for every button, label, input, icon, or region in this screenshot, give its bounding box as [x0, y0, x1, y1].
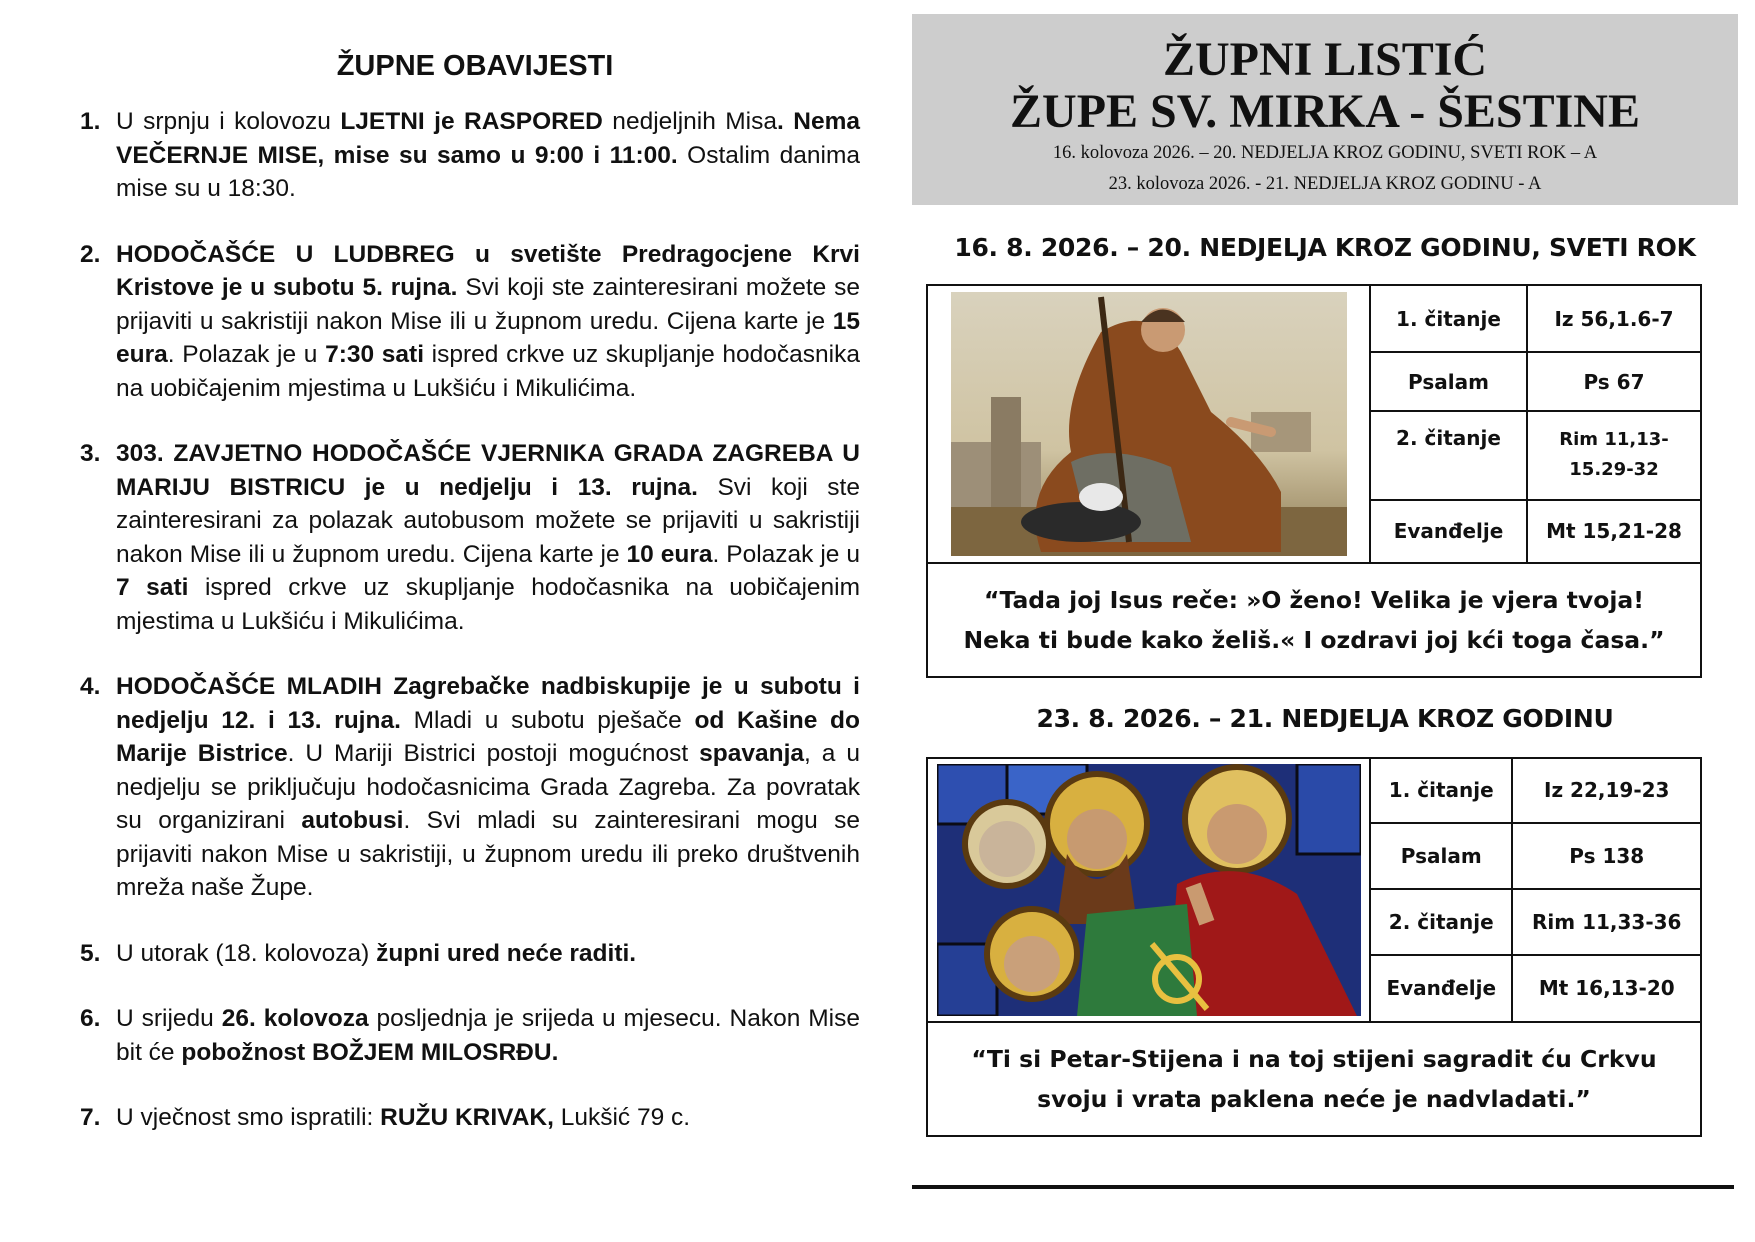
sunday2-box: [926, 757, 1702, 1137]
notice-text-run: U srpnju i kolovozu: [116, 108, 341, 135]
notice-text-bold: LJETNI je RASPORED: [340, 108, 603, 135]
saint-roch-image: [951, 292, 1347, 556]
notice-number: 5.: [80, 939, 101, 967]
reading-label: 2. čitanje: [1371, 411, 1527, 500]
banner-parish-name: ŽUPE SV. MIRKA - ŠESTINE: [1010, 85, 1640, 138]
notice-text: [116, 937, 860, 971]
notice-text-bold: pobožnost BOŽJEM MILOSRĐU.: [181, 1038, 559, 1066]
reading-reference: Rim 11,13-15.29-32: [1527, 411, 1700, 500]
banner-date-line-1: 16. kolovoza 2026. – 20. NEDJELJA KROZ GODINU, SVETI ROK – A: [1052, 143, 1598, 163]
notice-text-run: Lukšić 79 c.: [553, 1104, 691, 1131]
reading-label: 2. čitanje: [1371, 889, 1512, 955]
notice-text-bold: autobusi: [301, 807, 404, 834]
reading-label: 1. čitanje: [1371, 759, 1512, 823]
sunday2-gospel-quote: “Ti si Petar-Stijena i na toj stijeni sagradit ću Crkvu svoju i vrata paklena neće je nadvladati.”: [971, 1045, 1657, 1113]
notice-text-bold: HODOČAŠĆE U LUDBREG u svetište Predragocjene Krvi Kristove je u subotu 5. rujna.: [116, 240, 860, 301]
sunday2-heading: 23. 8. 2026. – 21. NEDJELJA KROZ GODINU: [1036, 704, 1614, 733]
notice-item: [80, 670, 860, 905]
sunday1-box: [926, 284, 1702, 678]
reading-reference: Iz 22,19-23: [1512, 759, 1700, 823]
notice-text-run: . Polazak je u: [712, 540, 860, 568]
sunday1-heading: 16. 8. 2026. – 20. NEDJELJA KROZ GODINU, SVETI ROK: [954, 233, 1696, 262]
notice-text: [116, 437, 860, 638]
reading-reference: Iz 56,1.6-7: [1527, 286, 1700, 352]
notice-text-bold: župni ured neće raditi.: [376, 939, 637, 967]
reading-reference: Mt 15,21-28: [1546, 519, 1682, 544]
notice-item: [80, 937, 860, 971]
notices-list: [80, 105, 860, 1135]
bottom-rule: [912, 1185, 1734, 1189]
reading-label: Psalam: [1371, 823, 1512, 889]
banner-date-line-2: 23. kolovoza 2026. - 21. NEDJELJA KROZ GODINU - A: [1108, 174, 1542, 194]
notices-title: ŽUPNE OBAVIJESTI: [336, 50, 614, 82]
notice-text-run: Ostalim danima mise su u 18:30.: [116, 141, 860, 202]
notice-text-run: ispred crkve uz skupljanje hodočasnika na uobičajenim mjestima u Lukšiću i Mikulićima.: [116, 341, 861, 402]
notice-text-run: ispred crkve uz skupljanje hodočasnika na uobičajenim mjestima u Lukšiću i Mikulićima.: [116, 574, 860, 635]
notice-number: 1.: [80, 108, 101, 135]
notice-text-bold: . Nema VEČERNJE MISE, mise su samo u 9:00 i 11:00.: [116, 108, 860, 169]
bulletin-banner: [912, 14, 1738, 205]
notice-text-run: posljednja je srijeda u mjesecu. Nakon Mise bit će: [116, 1005, 861, 1066]
notice-text: [116, 670, 860, 905]
notice-text-run: U srijedu: [116, 1005, 222, 1032]
notice-number: 2.: [80, 240, 101, 268]
notice-text-run: , a u nedjelju se priključuju hodočasnicima Grada Zagreba. Za povratak su organizirani: [116, 740, 860, 834]
reading-label: Evanđelje: [1371, 500, 1527, 562]
stained-glass-image-cell: [928, 759, 1371, 1021]
reading-reference: Mt 16,13-20: [1538, 976, 1675, 1001]
notice-item: [80, 1002, 860, 1069]
notice-text-run: . Svi mladi su zainteresirani mogu se prijaviti nakon Mise u sakristiji, u župnom uredu ili preko društvenih mreža naše Župe.: [116, 807, 860, 901]
notice-text-bold: 303. ZAVJETNO HODOČAŠĆE VJERNIKA GRADA ZAGREBA U MARIJU BISTRICU je u nedjelju i 13. rujna.: [116, 440, 860, 501]
banner-title: ŽUPNI LISTIĆ: [1162, 33, 1488, 86]
notices-column: [80, 50, 860, 1167]
saint-roch-painting: [928, 286, 1371, 562]
notice-text-bold: 7:30 sati: [325, 341, 425, 368]
notice-text-bold: 7 sati: [116, 574, 189, 601]
notice-item: [80, 238, 860, 406]
reading-label: 1. čitanje: [1371, 286, 1527, 352]
notice-text: [116, 1002, 860, 1069]
notice-text-run: U vječnost smo ispratili:: [116, 1104, 381, 1131]
notice-text-run: Svi koji ste zainteresirani možete se prijaviti u sakristiji nakon Mise ili u župnom uredu. Cijena karte je: [116, 274, 860, 335]
notice-text-run: Svi koji ste zainteresirani za polazak autobusom možete se prijaviti u sakristiji nakon Mise ili u župnom uredu. Cijena karte je: [116, 473, 860, 568]
notice-number: 3.: [80, 440, 101, 467]
notice-item: [80, 437, 860, 638]
bulletin-column: [912, 14, 1738, 1137]
sunday1-readings-table: [1371, 286, 1700, 562]
reading-label: Evanđelje: [1371, 955, 1512, 1021]
reading-reference: Ps 138: [1512, 823, 1700, 889]
notice-text-bold: RUŽU KRIVAK,: [380, 1104, 554, 1131]
notice-text-bold: HODOČAŠĆE MLADIH Zagrebačke nadbiskupije je u subotu i nedjelju 12. i 13. rujna.: [116, 673, 860, 734]
notice-item: [80, 105, 860, 206]
notice-text-run: . Polazak je u: [167, 341, 326, 368]
notice-text-run: nedjeljnih Misa: [602, 108, 778, 135]
reading-label: Psalam: [1371, 352, 1527, 410]
notice-number: 7.: [80, 1104, 101, 1131]
notice-text: [116, 1101, 860, 1135]
notice-text: [116, 238, 860, 406]
notice-text-bold: spavanja: [699, 740, 805, 767]
notice-text: [116, 105, 860, 206]
notice-text-run: U utorak (18. kolovoza): [116, 939, 377, 967]
notice-text-bold: 10 eura: [626, 540, 713, 568]
stained-glass-apostles-image: [937, 764, 1361, 1016]
notice-text-bold: 15 eura: [116, 307, 860, 368]
sunday2-readings-table: [1371, 759, 1700, 1021]
sunday1-gospel-quote: “Tada joj Isus reče: »O ženo! Velika je vjera tvoja! Neka ti bude kako želiš.« I ozdravi joj kći toga časa.”: [963, 586, 1665, 654]
notice-item: [80, 1101, 860, 1135]
reading-reference: Rim 11,33-36: [1512, 889, 1700, 955]
notice-text-run: Mladi u subotu pješače: [400, 706, 695, 734]
notice-number: 4.: [80, 673, 101, 700]
notice-text-bold: 26. kolovoza: [221, 1005, 369, 1032]
notice-number: 6.: [80, 1005, 101, 1032]
reading-reference: Ps 67: [1527, 352, 1700, 410]
notice-text-run: . U Mariji Bistrici postoji mogućnost: [287, 740, 700, 767]
notice-text-bold: od Kašine do Marije Bistrice: [116, 706, 860, 767]
